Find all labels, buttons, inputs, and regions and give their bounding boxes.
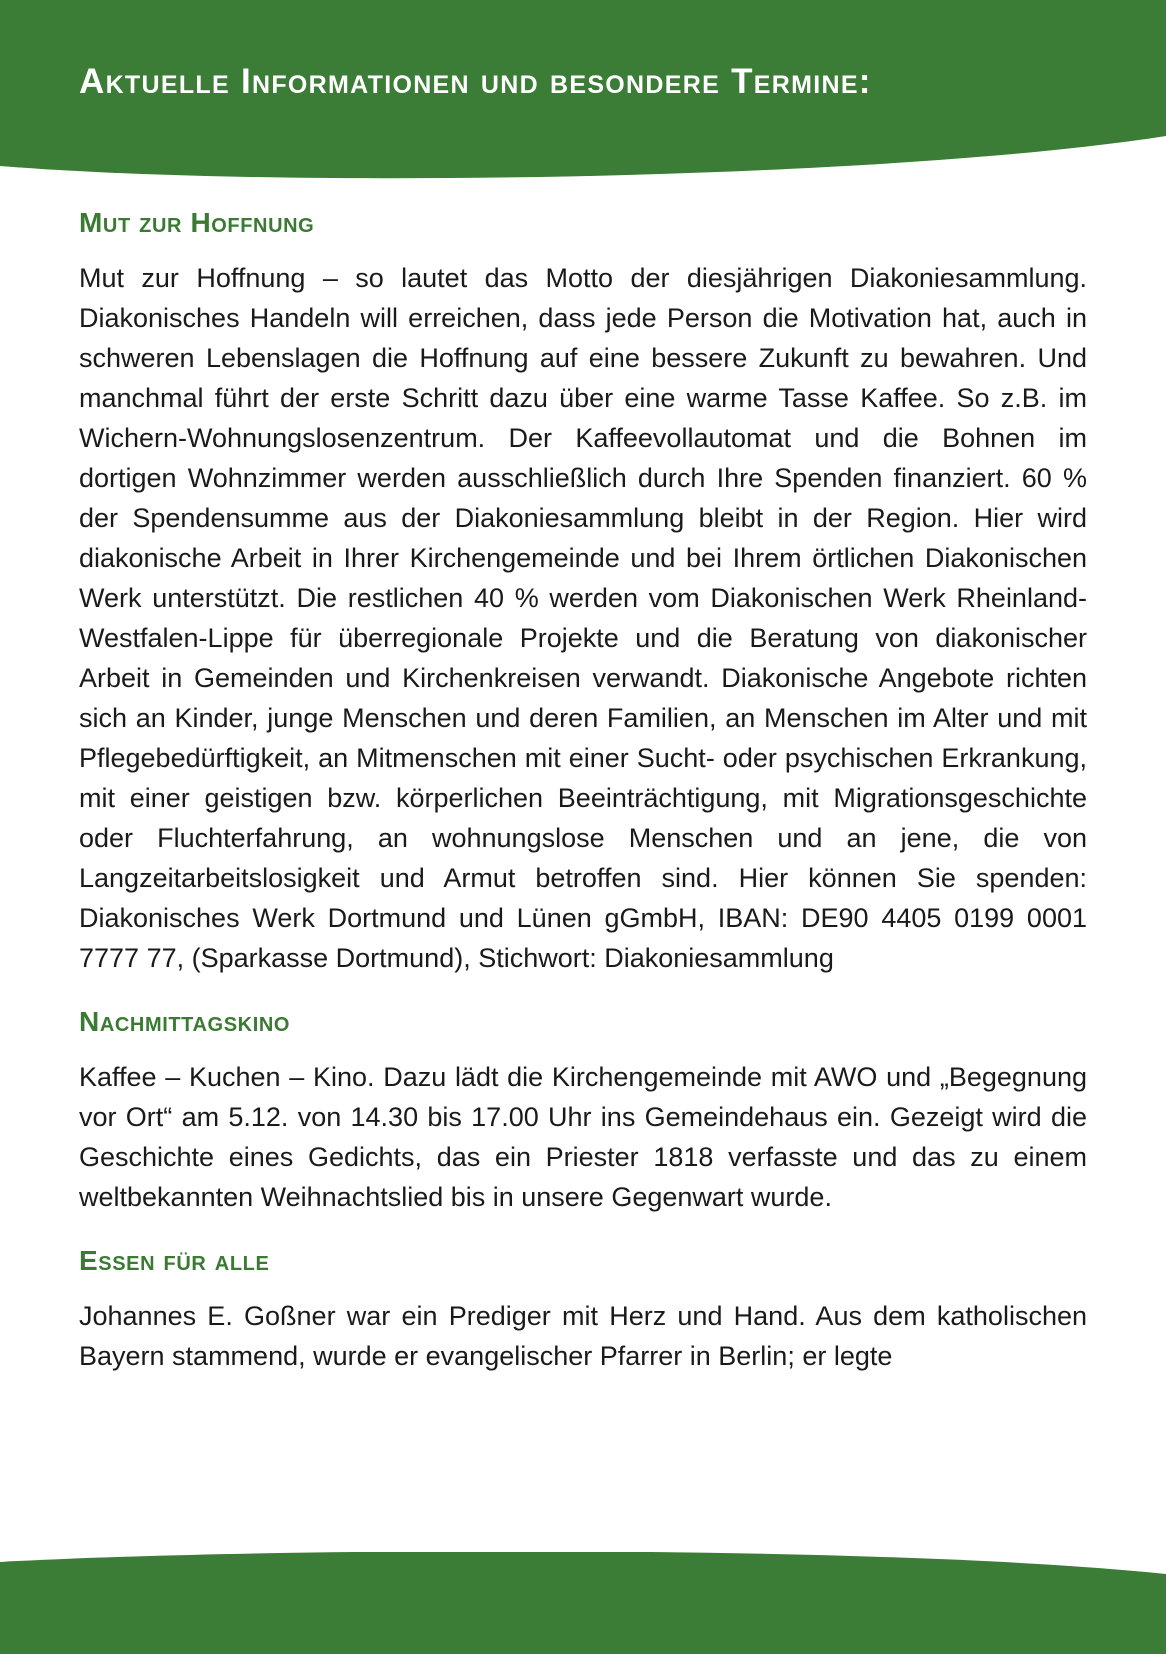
footer-band — [0, 1552, 1166, 1654]
section-mut-zur-hoffnung — [79, 205, 1087, 978]
footer-wave-shape — [0, 1552, 1166, 1654]
page-title: Aktuelle Informationen und besondere Termine: — [79, 62, 872, 101]
section-heading: Essen für alle — [79, 1245, 270, 1276]
section-body: Kaffee – Kuchen – Kino. Dazu lädt die Kirchengemeinde mit AWO und „Begegnung vor Ort“ am 5.12. von 14.30 bis 17.00 Uhr ins Gemeindehaus ein. Gezeigt wird die Geschichte eines Gedichts, das ein Priester 1818 verfasste und das zu einem weltbekannten Weihnachtslied bis in unsere Gegenwart wurde. — [79, 1062, 1087, 1212]
section-body: Mut zur Hoffnung – so lautet das Motto der diesjährigen Diakoniesammlung. Diakonisches Handeln will erreichen, dass jede Person die Motivation hat, auch in schweren Lebenslagen die Hoffnung auf eine bessere Zukunft zu bewahren. Und manchmal führt der erste Schritt dazu über eine warme Tasse Kaffee. So z.B. im Wichern-Wohnungslosenzentrum. Der Kaffeevollautomat und die Bohnen im dortigen Wohnzimmer werden ausschließlich durch Ihre Spenden finanziert. 60 % der Spendensumme aus der Diakoniesammlung bleibt in der Region. Hier wird diakonische Arbeit in Ihrer Kirchengemeinde und bei Ihrem örtlichen Diakonischen Werk unterstützt. Die restlichen 40 % werden vom Diakonischen Werk Rheinland-Westfalen-Lippe für überregionale Projekte und die Beratung von diakonischer Arbeit in Gemeinden und Kirchenkreisen verwandt. Diakonische Angebote richten sich an Kinder, junge Menschen und deren Familien, an Menschen im Alter und mit Pflegebedürftigkeit, an Mitmenschen mit einer Sucht- oder psychischen Erkrankung, mit einer geistigen bzw. körperlichen Beeinträchtigung, mit Migrationsgeschichte oder Fluchterfahrung, an wohnungslose Menschen und an jene, die von Langzeitarbeitslosigkeit und Armut betroffen sind. Hier können Sie spenden: Diakonisches Werk Dortmund und Lünen gGmbH, IBAN: DE90 4405 0199 0001 7777 77, (Sparkasse Dortmund), Stichwort: Diakoniesammlung — [79, 263, 1087, 973]
section-nachmittagskino — [79, 1004, 1087, 1217]
section-essen-fuer-alle — [79, 1243, 1087, 1376]
header-band — [0, 0, 1166, 190]
section-heading: Nachmittagskino — [79, 1006, 291, 1037]
section-heading: Mut zur Hoffnung — [79, 207, 315, 238]
article-content — [79, 205, 1087, 1402]
section-body: Johannes E. Goßner war ein Prediger mit Herz und Hand. Aus dem katholischen Bayern stammend, wurde er evangelischer Pfarrer in Berlin; er legte — [79, 1301, 1087, 1371]
